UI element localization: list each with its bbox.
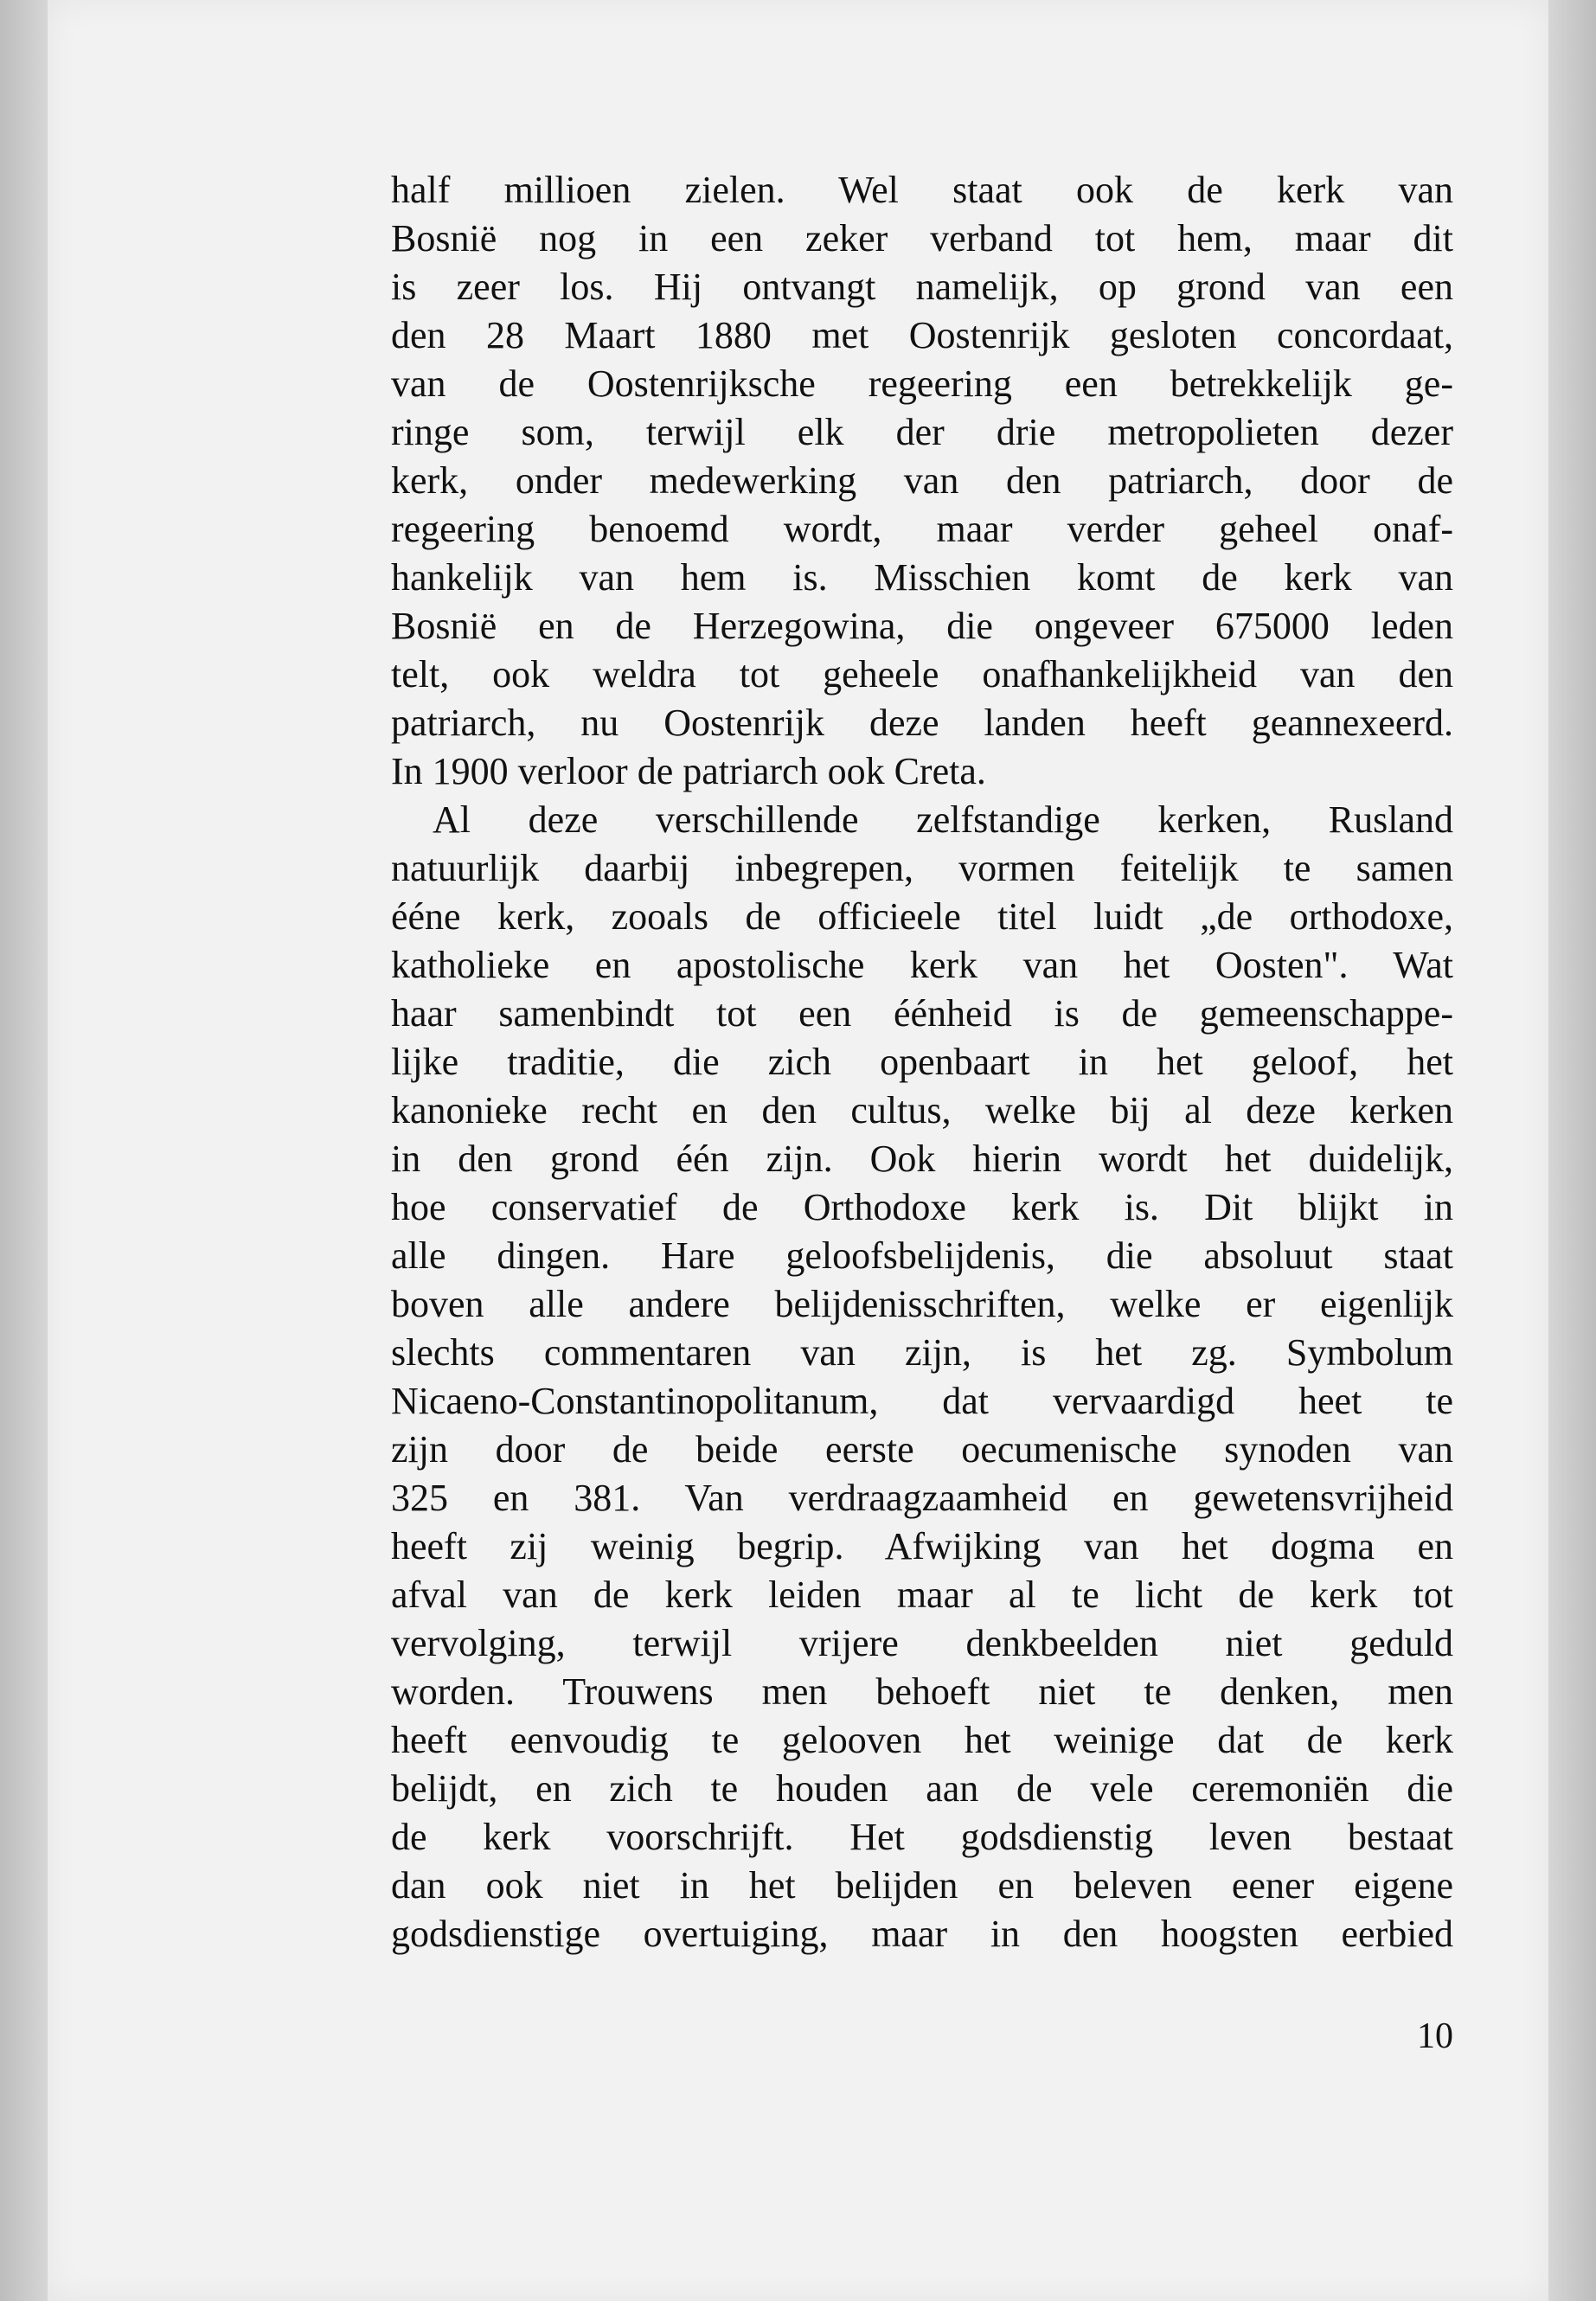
text-line: boven alle andere belijdenisschriften, welke er eigenlijk (391, 1283, 1453, 1325)
text-line: worden. Trouwens men behoeft niet te denken, men (391, 1670, 1453, 1713)
text-line: godsdienstige overtuiging, maar in den hoogsten eerbied (391, 1913, 1453, 1955)
text-line: zijn door de beide eerste oecumenische synoden van (391, 1428, 1453, 1471)
page-number: 10 (1417, 2016, 1453, 2056)
text-line: de kerk voorschrijft. Het godsdienstig leven bestaat (391, 1816, 1453, 1858)
text-line: hankelijk van hem is. Misschien komt de kerk van (391, 556, 1453, 599)
text-line: vervolging, terwijl vrijere denkbeelden niet geduld (391, 1622, 1453, 1664)
text-line: lijke traditie, die zich openbaart in het geloof, het (391, 1041, 1453, 1083)
text-line: natuurlijk daarbij inbegrepen, vormen feitelijk te samen (391, 847, 1453, 889)
text-line: Nicaeno-Constantinopolitanum, dat vervaardigd heet te (391, 1380, 1453, 1422)
text-line: Bosnië nog in een zeker verband tot hem, maar dit (391, 217, 1453, 260)
text-line: den 28 Maart 1880 met Oostenrijk gesloten concordaat, (391, 314, 1453, 356)
text-line: telt, ook weldra tot geheele onafhankelijkheid van den (391, 653, 1453, 695)
text-line: ringe som, terwijl elk der drie metropolieten dezer (391, 411, 1453, 453)
text-line: regeering benoemd wordt, maar verder geheel onaf- (391, 508, 1453, 550)
text-line: kanonieke recht en den cultus, welke bij al deze kerken (391, 1089, 1453, 1131)
text-line: afval van de kerk leiden maar al te licht de kerk tot (391, 1574, 1453, 1616)
scan-edge-left (0, 0, 52, 2301)
text-line: half millioen zielen. Wel staat ook de kerk van (391, 169, 1453, 211)
text-line: 325 en 381. Van verdraagzaamheid en gewetensvrijheid (391, 1477, 1453, 1519)
text-line: alle dingen. Hare geloofsbelijdenis, die absoluut staat (391, 1234, 1453, 1277)
text-line: Bosnië en de Herzegowina, die ongeveer 675000 leden (391, 605, 1453, 647)
text-line: In 1900 verloor de patriarch ook Creta. (391, 750, 986, 792)
book-page (48, 0, 1548, 2301)
text-line: is zeer los. Hij ontvangt namelijk, op grond van een (391, 266, 1453, 308)
text-line: Al deze verschillende zelfstandige kerken, Rusland (433, 798, 1453, 841)
text-line: van de Oostenrijksche regeering een betrekkelijk ge- (391, 362, 1453, 405)
text-line: kerk, onder medewerking van den patriarch, door de (391, 459, 1453, 502)
text-line: in den grond één zijn. Ook hierin wordt het duidelijk, (391, 1138, 1453, 1180)
text-line: ééne kerk, zooals de officieele titel luidt „de orthodoxe, (391, 895, 1453, 938)
text-line: slechts commentaren van zijn, is het zg. Symbolum (391, 1331, 1453, 1374)
body-text (391, 166, 1453, 1958)
text-line: patriarch, nu Oostenrijk deze landen heeft geannexeerd. (391, 702, 1453, 744)
text-line: haar samenbindt tot een éénheid is de gemeenschappe- (391, 992, 1453, 1035)
text-line: heeft zij weinig begrip. Afwijking van het dogma en (391, 1525, 1453, 1567)
text-line: heeft eenvoudig te gelooven het weinige dat de kerk (391, 1719, 1453, 1761)
text-line: hoe conservatief de Orthodoxe kerk is. Dit blijkt in (391, 1186, 1453, 1228)
scan-edge-right (1544, 0, 1596, 2301)
text-line: katholieke en apostolische kerk van het Oosten". Wat (391, 944, 1453, 986)
text-line: dan ook niet in het belijden en beleven eener eigene (391, 1864, 1453, 1907)
text-line: belijdt, en zich te houden aan de vele ceremoniën die (391, 1767, 1453, 1810)
